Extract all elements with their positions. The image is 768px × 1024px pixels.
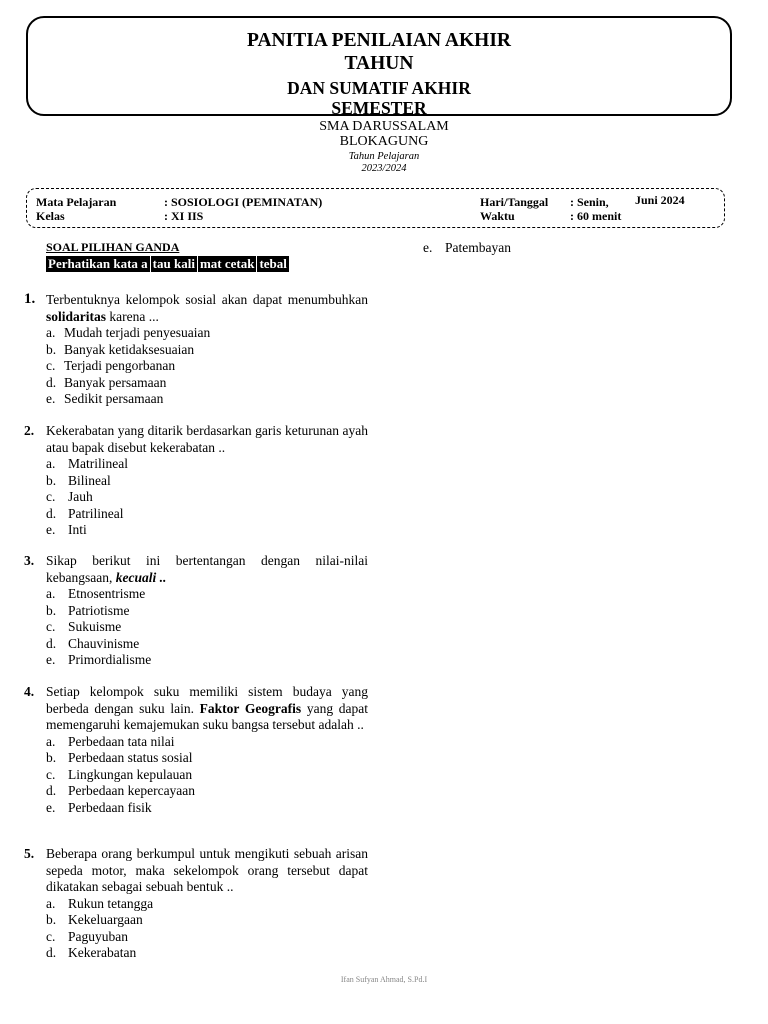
option-item[interactable]: b. Kekeluargaan [46, 912, 143, 927]
time-value: : 60 menit [570, 209, 622, 223]
option-item[interactable]: b. Banyak ketidaksesuaian [46, 341, 195, 357]
question-text: Terbentuknya kelompok sosial akan dapat menumbuhkan solidaritas karena ... [46, 292, 368, 324]
option-item[interactable]: a. Rukun tetangga [46, 895, 154, 911]
school-name-line-2: BLOKAGUNG [339, 134, 429, 149]
question-number: 5. [24, 846, 35, 861]
exam-header-box [26, 16, 732, 116]
header-line-4: SEMESTER [331, 98, 427, 118]
bold-notice [46, 256, 290, 272]
day-label: Hari/Tanggal [480, 195, 549, 209]
school-name-line-1: SMA DARUSSALAM [319, 119, 449, 134]
option-list [46, 456, 368, 539]
exam-info-box [26, 188, 725, 228]
option-list [46, 586, 368, 669]
class-label: Kelas [36, 209, 65, 223]
option-item[interactable]: b. Bilineal [46, 472, 111, 488]
notice-part: tebal [259, 256, 287, 271]
option-list [46, 896, 368, 962]
option-list [46, 325, 368, 408]
question-2 [24, 423, 368, 539]
time-label: Waktu [480, 209, 515, 223]
option-item[interactable]: e. Sedikit persamaan [46, 391, 164, 406]
option-item[interactable]: c. Paguyuban [46, 928, 128, 944]
option-item[interactable]: d. Banyak persamaan [46, 374, 167, 390]
notice-part: mat cetak [199, 256, 255, 271]
option-item[interactable]: e. Patembayan [423, 240, 511, 255]
option-item[interactable]: e. Primordialisme [46, 652, 152, 667]
question-text: Setiap kelompok suku memiliki sistem budaya yang berbeda dengan suku lain. Faktor Geografis yang dapat memengaruhi kemajemukan suku bangsa tersebut adalah .. [46, 684, 369, 732]
page-footer: Ifan Sufyan Ahmad, S.Pd.I [340, 975, 428, 984]
question-text: Beberapa orang berkumpul untuk mengikuti sebuah arisan sepeda motor, maka sekelompok orang tersebut dapat dikatakan sebagai sebuah bentuk .. [46, 846, 368, 894]
option-item[interactable]: d. Patrilineal [46, 505, 124, 521]
option-item[interactable]: d. Kekerabatan [46, 945, 137, 960]
option-item[interactable]: a. Mudah terjadi penyesuaian [46, 325, 211, 340]
question-3 [24, 553, 368, 669]
subject-value: : SOSIOLOGI (PEMINATAN) [164, 195, 323, 209]
subject-label: Mata Pelajaran [36, 195, 117, 209]
option-item[interactable]: a. Etnosentrisme [46, 586, 146, 601]
class-value: : XI IIS [164, 209, 204, 223]
option-item[interactable]: d. Chauvinisme [46, 635, 140, 651]
question-number: 3. [24, 553, 35, 568]
question-number: 2. [24, 423, 35, 438]
header-line-2: TAHUN [344, 53, 414, 74]
question-text: Kekerabatan yang ditarik berdasarkan garis keturunan ayah atau bapak disebut kekerabatan .. [46, 423, 368, 455]
option-item[interactable]: d. Perbedaan kepercayaan [46, 783, 196, 798]
school-year-label: Tahun Pelajaran [348, 151, 420, 162]
option-item[interactable]: e. Perbedaan fisik [46, 799, 152, 815]
option-item[interactable]: c. Lingkungan kepulauan [46, 766, 193, 782]
question-4 [24, 684, 368, 816]
question-number: 1. [24, 291, 36, 307]
option-item[interactable]: e. Inti [46, 522, 87, 537]
date-value: Juni 2024 [635, 193, 685, 207]
option-item[interactable]: a. Perbedaan tata nilai [46, 733, 175, 749]
header-line-1: PANITIA PENILAIAN AKHIR [246, 30, 511, 51]
notice-part: Perhatikan kata a [48, 256, 148, 271]
option-item[interactable]: b. Perbedaan status sosial [46, 750, 193, 765]
notice-part: tau kali [152, 256, 195, 271]
section-title: SOAL PILIHAN GANDA [46, 240, 180, 254]
question-number: 4. [24, 684, 35, 699]
day-value: : Senin, [570, 195, 609, 209]
option-item[interactable]: a. Matrilineal [46, 456, 128, 471]
question-5 [24, 846, 368, 962]
option-item[interactable]: c. Sukuisme [46, 619, 122, 634]
option-item[interactable]: b. Patriotisme [46, 602, 130, 618]
question-text: Sikap berikut ini bertentangan dengan nilai-nilai kebangsaan, kecuali .. [46, 553, 368, 585]
school-year-value: 2023/2024 [361, 163, 407, 174]
header-line-3: DAN SUMATIF AKHIR [287, 78, 471, 98]
option-list [46, 734, 368, 817]
question-1 [24, 292, 368, 408]
questions-column-right [423, 240, 623, 257]
option-item[interactable]: c. Jauh [46, 489, 93, 504]
option-item[interactable]: c. Terjadi pengorbanan [46, 358, 176, 373]
